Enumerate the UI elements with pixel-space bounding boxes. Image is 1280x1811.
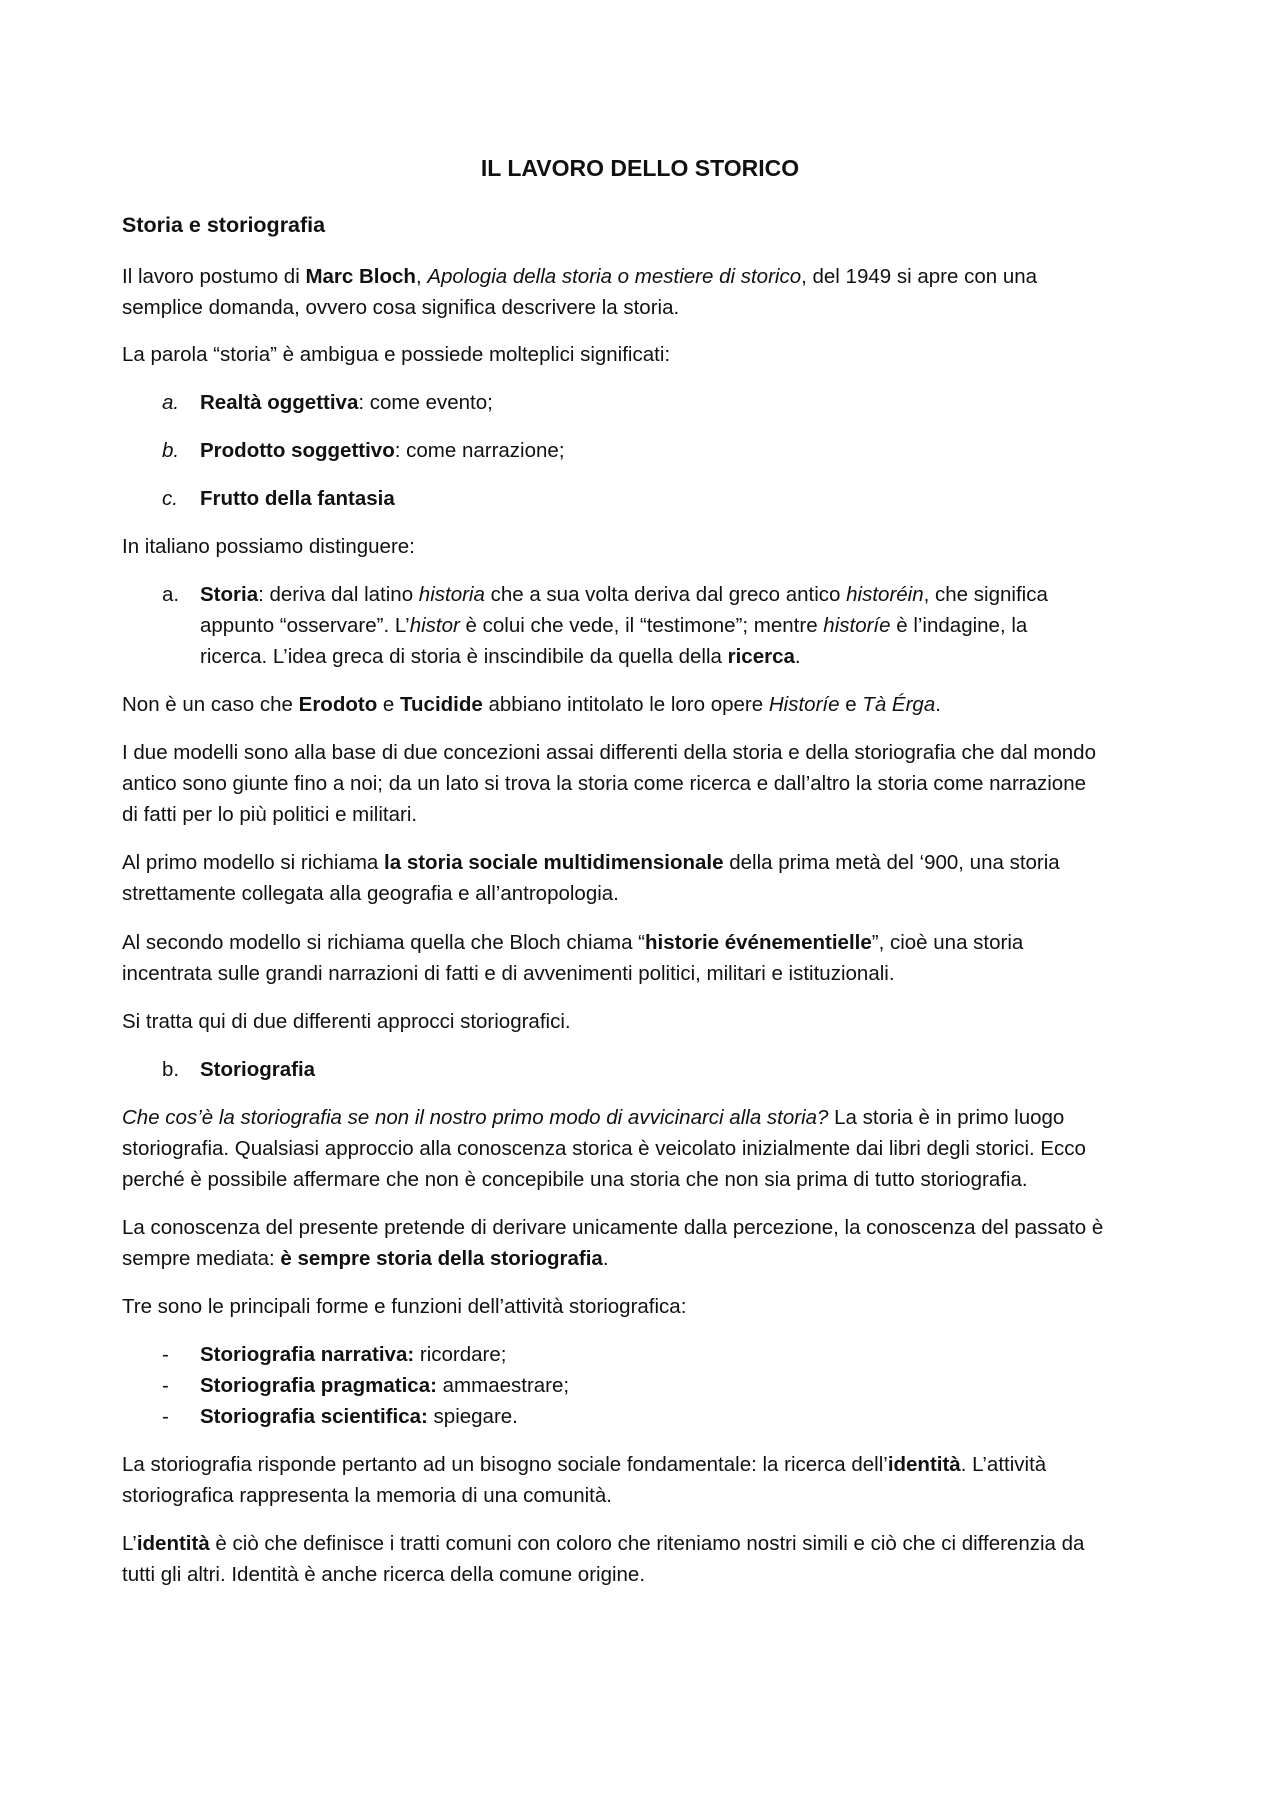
storia-item-line-3: ricerca. L’idea greca di storia è inscindibile da quella della ricerca. — [200, 645, 801, 668]
storia-item-line-1: Storia: deriva dal latino historia che a sua volta deriva dal greco antico historéin, che significa — [200, 583, 1048, 606]
list-marker: - — [162, 1343, 169, 1366]
list-marker: - — [162, 1405, 169, 1428]
list-marker: b. — [162, 439, 180, 462]
paragraph-intro-line-2: semplice domanda, ovvero cosa significa descrivere la storia. — [122, 296, 680, 319]
paragraph-knowledge-line-2: sempre mediata: è sempre storia della storiografia. — [122, 1247, 609, 1270]
paragraph-identity-line-2: storiografica rappresenta la memoria di una comunità. — [122, 1484, 612, 1507]
paragraph-distinguish: In italiano possiamo distinguere: — [122, 535, 415, 558]
list-marker: b. — [162, 1058, 180, 1081]
paragraph-models-line-2: antico sono giunte fino a noi; da un lato si trova la storia come ricerca e dall’altro la storia come narrazione — [122, 772, 1087, 795]
list-item: Storiografia narrativa: ricordare; — [200, 1343, 507, 1366]
list-marker: - — [162, 1374, 169, 1397]
paragraph-models-line-1: I due modelli sono alla base di due concezioni assai differenti della storia e della storiografia che dal mondo — [122, 741, 1096, 764]
paragraph-storiografia-line-1: Che cos’è la storiografia se non il nostro primo modo di avvicinarci alla storia? La storia è in primo luogo — [122, 1106, 1065, 1129]
paragraph-identity-line-1: La storiografia risponde pertanto ad un bisogno sociale fondamentale: la ricerca dell’identità. L’attività — [122, 1453, 1047, 1476]
list-item: Storiografia scientifica: spiegare. — [200, 1405, 518, 1428]
paragraph-second-model-line-1: Al secondo modello si richiama quella che Bloch chiama “historie événementielle”, cioè una storia — [122, 931, 1024, 954]
paragraph-forms-intro: Tre sono le principali forme e funzioni dell’attività storiografica: — [122, 1295, 687, 1318]
paragraph-intro-line-1: Il lavoro postumo di Marc Bloch, Apologia della storia o mestiere di storico, del 1949 si apre con una — [122, 265, 1038, 288]
list-item: Frutto della fantasia — [200, 487, 395, 510]
paragraph-knowledge-line-1: La conoscenza del presente pretende di derivare unicamente dalla percezione, la conoscenza del passato è — [122, 1216, 1104, 1239]
list-item: Prodotto soggettivo: come narrazione; — [200, 439, 565, 462]
list-item: Storiografia pragmatica: ammaestrare; — [200, 1374, 570, 1397]
storiografia-item: Storiografia — [200, 1058, 316, 1081]
section-heading: Storia e storiografia — [122, 213, 326, 237]
paragraph-identity-def-line-2: tutti gli altri. Identità è anche ricerca della comune origine. — [122, 1563, 646, 1586]
document-title: IL LAVORO DELLO STORICO — [480, 155, 800, 181]
paragraph-models-line-3: di fatti per lo più politici e militari. — [122, 803, 418, 826]
paragraph-storiografia-line-2: storiografia. Qualsiasi approccio alla conoscenza storica è veicolato inizialmente dai libri degli storici. Ecco — [122, 1137, 1086, 1160]
list-marker: a. — [162, 391, 180, 414]
paragraph-second-model-line-2: incentrata sulle grandi narrazioni di fatti e di avvenimenti politici, militari e istituzionali. — [122, 962, 895, 985]
paragraph-meanings-intro: La parola “storia” è ambigua e possiede molteplici significati: — [122, 343, 671, 366]
paragraph-first-model-line-2: strettamente collegata alla geografia e all’antropologia. — [122, 882, 619, 905]
paragraph-storiografia-line-3: perché è possibile affermare che non è concepibile una storia che non sia prima di tutto storiografia. — [122, 1168, 1028, 1191]
paragraph-first-model-line-1: Al primo modello si richiama la storia sociale multidimensionale della prima metà del ‘900, una storia — [122, 851, 1060, 874]
list-marker: c. — [162, 487, 178, 510]
list-item: Realtà oggettiva: come evento; — [200, 391, 493, 414]
paragraph-approaches: Si tratta qui di due differenti approcci storiografici. — [122, 1010, 571, 1033]
paragraph-erodoto: Non è un caso che Erodoto e Tucidide abbiano intitolato le loro opere Historíe e Tà Érga. — [122, 693, 941, 716]
storia-item-line-2: appunto “osservare”. L’histor è colui che vede, il “testimone”; mentre historíe è l’indagine, la — [200, 614, 1028, 637]
paragraph-identity-def-line-1: L’identità è ciò che definisce i tratti comuni con coloro che riteniamo nostri simili e ciò che ci differenzia da — [122, 1532, 1085, 1555]
list-marker: a. — [162, 583, 180, 606]
